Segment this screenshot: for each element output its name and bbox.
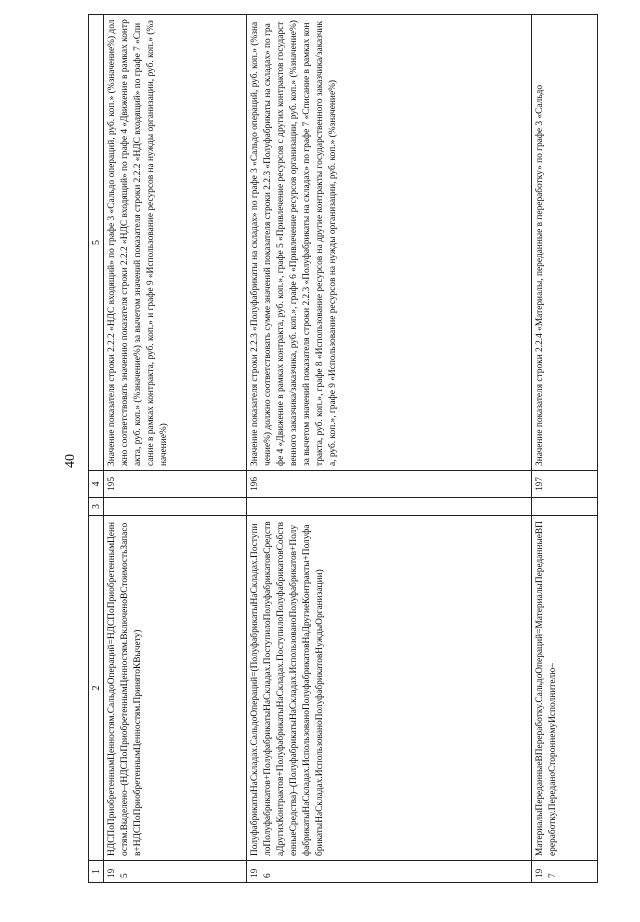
column-3-cell bbox=[247, 498, 532, 516]
table-row bbox=[247, 15, 532, 883]
rotated-page-content bbox=[88, 15, 598, 883]
description-cell: Значение показателя строки 2.2.3 «Полуфабрикаты на складах» по графе 3 «Сальдо операций, руб. коп.» (%значение%) должно соответствовать сумме значений показателя строки 2.2.3 «Полуфабрикаты на складах» по графе 4 «Движение в рамках контракта, руб. коп.», графе 5 «Привлечение ресурсов с других контрактов государственного заказчика/заказчика, руб. коп.», графе 6 «Привлечение ресурсов организации, руб. коп.» (%значение%) за вычетом значений показателя строки 2.2.3 «Полуфабрикаты на складах» по графе 7 «Списание в рамках контракта, руб. коп.», графе 8 «Использование ресурсов на другие контракты государственного заказчика/заказчика, руб. коп.», графе 9 «Использование ресурсов на нужды организации, руб. коп.» (%значение%) bbox=[247, 15, 532, 471]
check-code-cell: 197 bbox=[532, 471, 598, 498]
row-number: 195 bbox=[104, 861, 247, 883]
column-header-3: 3 bbox=[89, 498, 104, 516]
column-header-2: 2 bbox=[89, 516, 104, 861]
check-code-cell: 196 bbox=[247, 471, 532, 498]
description-cell: Значение показателя строки 2.2.4 «Материалы, переданные в переработку» по графе 3 «Сальдо bbox=[532, 15, 598, 471]
formula-cell: МатериалыПереданныеВПереработку.СальдоОпераций=МатериалыПереданныеВПереработку.ПереданоСтороннемуИсполнителю– bbox=[532, 516, 598, 861]
column-header-4: 4 bbox=[89, 471, 104, 498]
check-code-cell: 195 bbox=[104, 471, 247, 498]
formula-cell: ПолуфабрикатыНаСкладах.СальдоОпераций=(ПолуфабрикатыНаСкладах.ПоступилоПолуфабрикатов+ПолуфабрикатыНаСкладах.ПоступилоПолуфабрикатовСредстваДругихКонтрактов+ПолуфабрикатыНаСкладах.ПоступилоПолуфабрикатовСобственныеСредства)–(ПолуфабрикатыНаСкладах.ИспользованоПолуфабрикатов+ПолуфабрикатыНаСкладах.ИспользованоПолуфабрикатовНаДругиеКонтракты+ПолуфабрикатыНаСкладах.ИспользованоПолуфабрикатовНуждыОрганизации) bbox=[247, 516, 532, 861]
column-3-cell bbox=[532, 498, 598, 516]
column-header-5: 5 bbox=[89, 15, 104, 471]
column-header-1: 1 bbox=[89, 861, 104, 883]
table-row bbox=[532, 15, 598, 883]
page-number: 40 bbox=[63, 454, 78, 468]
formula-cell: НДСПоПриобретеннымЦенностям.СальдоОпераций=НДСПоПриобретеннымЦенностям.Выделено–(НДСПоПриобретеннымЦенностям.ВключеноВСтоимостьЗапасов+НДСПоПриобретеннымЦенностям.ПринятоКВычету) bbox=[104, 516, 247, 861]
row-number: 197 bbox=[532, 861, 598, 883]
validation-rules-table bbox=[88, 14, 598, 883]
description-cell: Значение показателя строки 2.2.2 «НДС входящий» по графе 3 «Сальдо операций, руб. коп.» (%значение%) должно соответствовать значению показателя строки 2.2.2 «НДС входящий» по графе 4 «Движение в рамках контракта, руб. коп.» (%значение%) за вычетом значений показателя строки 2.2.2 «НДС входящий» по графе 7 «Списание в рамках контракта, руб. коп.» и графе 9 «Использование ресурсов на нужды организации, руб. коп.» (%значение%) bbox=[104, 15, 247, 471]
table-row bbox=[104, 15, 247, 883]
row-number: 196 bbox=[247, 861, 532, 883]
column-3-cell bbox=[104, 498, 247, 516]
table-header-row bbox=[89, 15, 104, 883]
